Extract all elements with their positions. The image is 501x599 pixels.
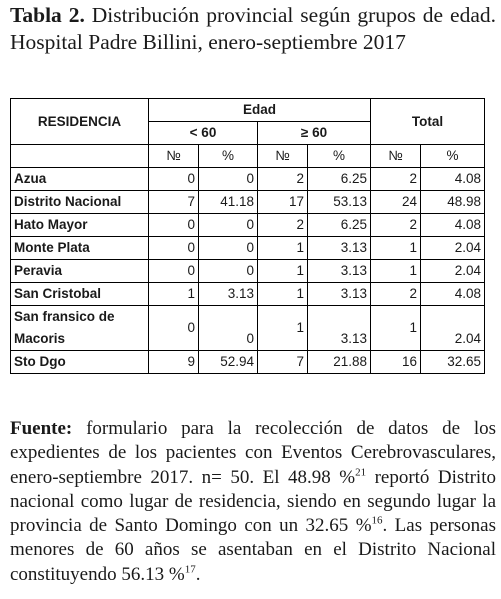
footnote-text-3: . Las personas menores de 60 años se asentaban en el Distrito Nacional constituyendo 56.13 % xyxy=(10,515,496,585)
pct-header-2: % xyxy=(308,145,371,168)
residence-name: Monte Plata xyxy=(11,237,149,260)
table-row xyxy=(11,191,485,214)
table-row xyxy=(11,260,485,283)
group-over-60-header: ≥ 60 xyxy=(258,122,371,145)
count-under-60: 0 xyxy=(149,306,199,351)
count-over-60: 2 xyxy=(258,168,308,191)
count-over-60: 17 xyxy=(258,191,308,214)
count-under-60: 0 xyxy=(149,168,199,191)
citation-16: 16 xyxy=(371,514,383,527)
pct-total: 2.04 xyxy=(421,237,485,260)
count-over-60: 7 xyxy=(258,351,308,374)
residence-name: Sto Dgo xyxy=(11,351,149,374)
pct-total: 4.08 xyxy=(421,214,485,237)
residence-name: Distrito Nacional xyxy=(11,191,149,214)
count-under-60: 9 xyxy=(149,351,199,374)
count-over-60: 1 xyxy=(258,237,308,260)
residence-name: San Cristobal xyxy=(11,283,149,306)
count-total: 2 xyxy=(371,214,421,237)
blank-header xyxy=(11,145,149,168)
count-total: 1 xyxy=(371,260,421,283)
count-over-60: 1 xyxy=(258,306,308,351)
age-header: Edad xyxy=(149,99,371,122)
pct-under-60: 52.94 xyxy=(199,351,258,374)
residence-header: RESIDENCIA xyxy=(11,99,149,145)
count-under-60: 0 xyxy=(149,214,199,237)
pct-total: 48.98 xyxy=(421,191,485,214)
caption-lead: Tabla 2. xyxy=(10,3,85,27)
pct-header-total: % xyxy=(421,145,485,168)
pct-under-60: 0 xyxy=(199,260,258,283)
footnote xyxy=(10,417,496,587)
residence-name-line2: Macoris xyxy=(14,331,66,346)
pct-total: 2.04 xyxy=(421,260,485,283)
pct-over-60: 3.13 xyxy=(308,306,371,351)
count-total: 16 xyxy=(371,351,421,374)
pct-under-60: 0 xyxy=(199,237,258,260)
group-under-60-header: < 60 xyxy=(149,122,258,145)
residence-name: Azua xyxy=(11,168,149,191)
num-header-1: № xyxy=(149,145,199,168)
footnote-lead: Fuente: xyxy=(10,418,73,439)
count-total: 24 xyxy=(371,191,421,214)
count-total: 1 xyxy=(371,306,421,351)
pct-header-1: % xyxy=(199,145,258,168)
data-table xyxy=(10,98,485,374)
count-under-60: 0 xyxy=(149,260,199,283)
pct-under-60: 3.13 xyxy=(199,283,258,306)
pct-total: 4.08 xyxy=(421,283,485,306)
footnote-text-4: . xyxy=(195,563,201,585)
table-row xyxy=(11,237,485,260)
footnote-text-1: formulario para la recolección de datos de los expedientes de los pacientes con Eventos Cerebrovasculares, enero-septiembre 2017. n= 50. El 48.98 % xyxy=(10,418,496,488)
pct-over-60: 6.25 xyxy=(308,214,371,237)
pct-over-60: 3.13 xyxy=(308,260,371,283)
residence-name xyxy=(11,306,149,351)
pct-under-60: 0 xyxy=(199,168,258,191)
count-total: 1 xyxy=(371,237,421,260)
caption-text: Distribución provincial según grupos de edad. Hospital Padre Billini, enero-septiembre 2017 xyxy=(10,3,496,54)
table-row xyxy=(11,283,485,306)
footnote-text-2: reportó Distrito nacional como lugar de residencia, siendo en segundo lugar la provincia de Santo Domingo con un 32.65 % xyxy=(10,466,496,537)
count-under-60: 7 xyxy=(149,191,199,214)
num-header-total: № xyxy=(371,145,421,168)
table-row xyxy=(11,214,485,237)
residence-name: Hato Mayor xyxy=(11,214,149,237)
pct-total: 4.08 xyxy=(421,168,485,191)
pct-under-60: 0 xyxy=(199,306,258,351)
count-under-60: 0 xyxy=(149,237,199,260)
table-row xyxy=(11,168,485,191)
pct-over-60: 53.13 xyxy=(308,191,371,214)
count-under-60: 1 xyxy=(149,283,199,306)
total-header: Total xyxy=(371,99,485,145)
count-total: 2 xyxy=(371,283,421,306)
citation-17: 17 xyxy=(184,563,196,576)
citation-21: 21 xyxy=(355,466,367,479)
count-over-60: 2 xyxy=(258,214,308,237)
pct-over-60: 6.25 xyxy=(308,168,371,191)
table-caption xyxy=(10,2,496,56)
residence-name: Peravia xyxy=(11,260,149,283)
pct-total: 32.65 xyxy=(421,351,485,374)
residence-name-line1: San fransico de xyxy=(14,309,115,324)
pct-under-60: 0 xyxy=(199,214,258,237)
pct-under-60: 41.18 xyxy=(199,191,258,214)
pct-over-60: 3.13 xyxy=(308,237,371,260)
count-total: 2 xyxy=(371,168,421,191)
pct-over-60: 21.88 xyxy=(308,351,371,374)
count-over-60: 1 xyxy=(258,283,308,306)
pct-over-60: 3.13 xyxy=(308,283,371,306)
count-over-60: 1 xyxy=(258,260,308,283)
table-row xyxy=(11,351,485,374)
pct-total: 2.04 xyxy=(421,306,485,351)
num-header-2: № xyxy=(258,145,308,168)
